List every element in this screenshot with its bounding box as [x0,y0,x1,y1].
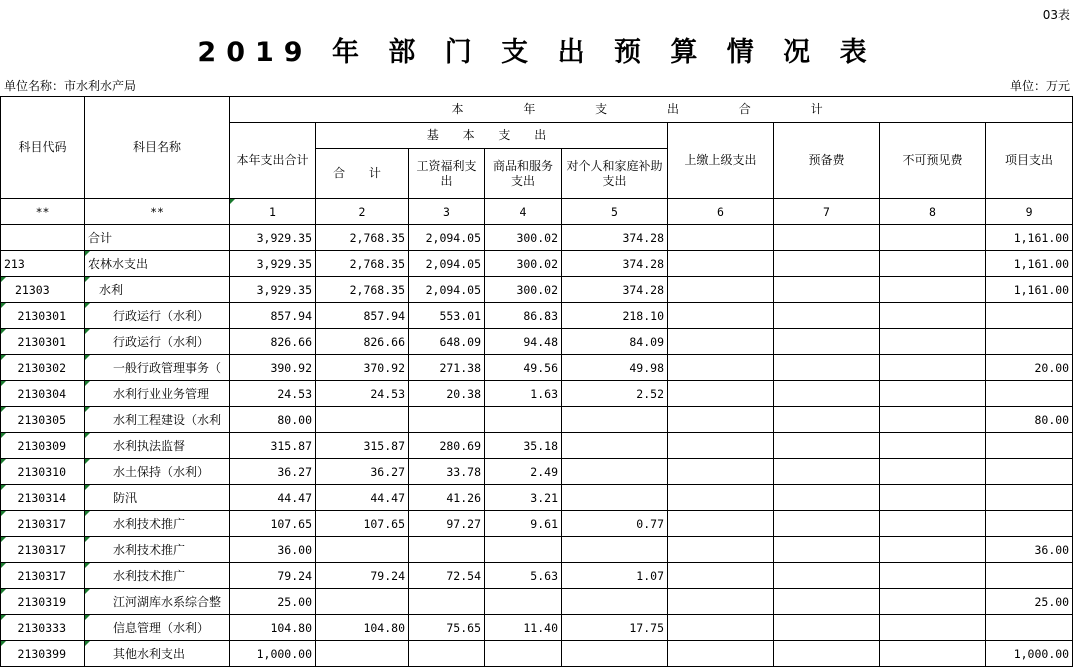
amount-cell [986,563,1073,589]
table-row [1,251,1073,277]
page-title: 2019 年 部 门 支 出 预 算 情 况 表 [197,37,877,68]
header-basic: 基 本 支 出 [316,123,668,149]
amount-cell: 300.02 [485,225,562,251]
index-cell: 7 [774,199,880,225]
index-cell: 1 [230,199,316,225]
amount-cell: 20.38 [409,381,485,407]
table-row [1,225,1073,251]
amount-cell: 5.63 [485,563,562,589]
index-cell: 2 [316,199,409,225]
amount-cell: 300.02 [485,277,562,303]
amount-cell [880,381,986,407]
header-individual: 对个人和家庭补助支出 [562,149,668,199]
amount-cell: 300.02 [485,251,562,277]
subject-code-cell: 2130317 [1,511,85,537]
amount-cell: 97.27 [409,511,485,537]
amount-cell: 1,161.00 [986,277,1073,303]
amount-cell: 857.94 [316,303,409,329]
amount-cell [986,459,1073,485]
header-name: 科目名称 [85,97,230,199]
table-row [1,355,1073,381]
subject-name-cell: 水土保持（水利） [85,459,230,485]
subject-name-cell: 江河湖库水系综合整 [85,589,230,615]
amount-cell [880,225,986,251]
subject-code-cell: 2130304 [1,381,85,407]
amount-cell: 25.00 [230,589,316,615]
amount-cell [409,641,485,667]
amount-cell [668,225,774,251]
amount-cell [409,407,485,433]
subject-code-cell: 2130309 [1,433,85,459]
amount-cell [668,381,774,407]
subject-name-cell: 水利执法监督 [85,433,230,459]
amount-cell [668,355,774,381]
index-cell: 8 [880,199,986,225]
amount-cell [880,277,986,303]
header-reserve: 预备费 [774,123,880,199]
amount-cell [774,277,880,303]
amount-cell: 107.65 [230,511,316,537]
amount-cell [485,537,562,563]
amount-cell: 80.00 [986,407,1073,433]
amount-cell [562,407,668,433]
amount-cell [668,407,774,433]
amount-cell: 0.77 [562,511,668,537]
table-row [1,381,1073,407]
subject-code-cell: 2130317 [1,537,85,563]
amount-cell: 315.87 [316,433,409,459]
amount-cell [485,641,562,667]
subject-code-cell: 2130333 [1,615,85,641]
amount-cell: 374.28 [562,225,668,251]
amount-cell [880,641,986,667]
table-row [1,485,1073,511]
amount-cell: 79.24 [230,563,316,589]
amount-cell: 36.27 [230,459,316,485]
amount-cell [880,563,986,589]
amount-cell: 2,768.35 [316,251,409,277]
amount-cell: 271.38 [409,355,485,381]
amount-cell: 84.09 [562,329,668,355]
amount-cell [668,329,774,355]
amount-cell: 3,929.35 [230,251,316,277]
amount-cell: 44.47 [230,485,316,511]
subject-name-cell: 防汛 [85,485,230,511]
amount-cell [485,407,562,433]
table-row [1,641,1073,667]
form-code: 03表 [1042,8,1070,22]
subject-code-cell: 2130314 [1,485,85,511]
amount-cell [774,511,880,537]
amount-cell: 390.92 [230,355,316,381]
amount-cell: 1,000.00 [230,641,316,667]
table-row [1,563,1073,589]
table-row [1,329,1073,355]
amount-cell [562,433,668,459]
amount-cell [774,355,880,381]
header-project: 项目支出 [986,123,1073,199]
amount-cell [668,589,774,615]
amount-cell [562,537,668,563]
amount-cell [774,251,880,277]
header-goods: 商品和服务支出 [485,149,562,199]
subject-code-cell: 2130305 [1,407,85,433]
header-basic-total: 合 计 [316,149,409,199]
amount-cell [409,537,485,563]
amount-cell [562,485,668,511]
subject-name-cell: 行政运行（水利） [85,303,230,329]
amount-cell [668,277,774,303]
amount-cell: 374.28 [562,277,668,303]
amount-cell [986,511,1073,537]
amount-cell [774,641,880,667]
amount-cell [880,251,986,277]
amount-cell [986,615,1073,641]
amount-cell [774,329,880,355]
subject-name-cell: 水利 [85,277,230,303]
budget-table [0,96,1073,667]
amount-cell [774,407,880,433]
amount-cell: 49.98 [562,355,668,381]
index-cell: 3 [409,199,485,225]
amount-cell [316,407,409,433]
amount-cell: 1,161.00 [986,225,1073,251]
amount-cell [668,615,774,641]
amount-cell [880,589,986,615]
amount-cell: 49.56 [485,355,562,381]
amount-cell: 36.27 [316,459,409,485]
index-cell: ** [1,199,85,225]
subject-name-cell: 水利技术推广 [85,511,230,537]
amount-cell: 104.80 [316,615,409,641]
amount-cell [316,641,409,667]
table-row [1,615,1073,641]
amount-cell [409,589,485,615]
amount-cell [986,303,1073,329]
amount-cell [880,485,986,511]
amount-cell: 41.26 [409,485,485,511]
amount-cell: 1,161.00 [986,251,1073,277]
subject-code-cell [1,225,85,251]
table-row [1,277,1073,303]
header-wages: 工资福利支出 [409,149,485,199]
amount-cell: 80.00 [230,407,316,433]
amount-cell: 374.28 [562,251,668,277]
subject-name-cell: 水利技术推广 [85,563,230,589]
table-row [1,303,1073,329]
amount-cell: 25.00 [986,589,1073,615]
amount-cell: 826.66 [316,329,409,355]
subject-name-cell: 合计 [85,225,230,251]
table-row [1,511,1073,537]
amount-cell: 36.00 [230,537,316,563]
header-total: 本年支出合计 [230,123,316,199]
amount-cell: 3.21 [485,485,562,511]
subject-code-cell: 2130319 [1,589,85,615]
amount-cell [668,641,774,667]
amount-cell: 94.48 [485,329,562,355]
amount-cell [668,251,774,277]
subject-name-cell: 一般行政管理事务（ [85,355,230,381]
amount-cell: 280.69 [409,433,485,459]
subject-name-cell: 行政运行（水利） [85,329,230,355]
subject-code-cell: 2130310 [1,459,85,485]
amount-cell: 107.65 [316,511,409,537]
amount-cell [774,485,880,511]
amount-cell [774,459,880,485]
table-row [1,407,1073,433]
subject-code-cell: 2130317 [1,563,85,589]
subject-code-cell: 2130301 [1,303,85,329]
amount-cell: 1,000.00 [986,641,1073,667]
header-unforeseen: 不可预见费 [880,123,986,199]
amount-cell [774,615,880,641]
amount-cell: 72.54 [409,563,485,589]
amount-cell: 2.49 [485,459,562,485]
index-row [1,199,1073,225]
amount-cell [774,537,880,563]
amount-cell: 17.75 [562,615,668,641]
amount-cell [774,589,880,615]
subject-name-cell: 水利工程建设（水利 [85,407,230,433]
amount-cell: 2,094.05 [409,277,485,303]
subject-code-cell: 2130302 [1,355,85,381]
amount-cell [774,433,880,459]
amount-cell [880,459,986,485]
amount-cell [774,303,880,329]
amount-cell [668,303,774,329]
index-cell: 9 [986,199,1073,225]
amount-cell: 33.78 [409,459,485,485]
amount-cell: 44.47 [316,485,409,511]
amount-cell: 648.09 [409,329,485,355]
amount-cell [562,641,668,667]
amount-cell: 104.80 [230,615,316,641]
subject-name-cell: 其他水利支出 [85,641,230,667]
index-cell: 4 [485,199,562,225]
amount-cell: 20.00 [986,355,1073,381]
amount-cell: 370.92 [316,355,409,381]
amount-cell: 315.87 [230,433,316,459]
subject-code-cell: 2130301 [1,329,85,355]
header-code: 科目代码 [1,97,85,199]
amount-cell [316,537,409,563]
amount-cell [668,511,774,537]
amount-cell: 826.66 [230,329,316,355]
subject-name-cell: 水利技术推广 [85,537,230,563]
subject-name-cell: 农林水支出 [85,251,230,277]
table-row [1,589,1073,615]
subject-code-cell: 21303 [1,277,85,303]
amount-cell [986,381,1073,407]
amount-cell: 11.40 [485,615,562,641]
index-cell: ** [85,199,230,225]
amount-cell: 24.53 [316,381,409,407]
amount-cell: 2,094.05 [409,251,485,277]
index-cell: 6 [668,199,774,225]
subject-code-cell: 213 [1,251,85,277]
amount-cell: 218.10 [562,303,668,329]
amount-cell [668,485,774,511]
subject-name-cell: 水利行业业务管理 [85,381,230,407]
amount-cell [880,355,986,381]
amount-cell [880,303,986,329]
amount-cell: 75.65 [409,615,485,641]
amount-cell: 2,768.35 [316,225,409,251]
amount-cell: 2.52 [562,381,668,407]
amount-cell: 1.63 [485,381,562,407]
amount-cell [774,381,880,407]
amount-cell: 86.83 [485,303,562,329]
amount-cell [880,407,986,433]
amount-cell: 9.61 [485,511,562,537]
amount-cell: 553.01 [409,303,485,329]
amount-cell [668,563,774,589]
table-row [1,537,1073,563]
amount-cell: 35.18 [485,433,562,459]
amount-cell [562,589,668,615]
amount-cell [774,563,880,589]
table-row [1,433,1073,459]
index-cell: 5 [562,199,668,225]
amount-cell: 79.24 [316,563,409,589]
amount-cell [986,485,1073,511]
amount-cell: 24.53 [230,381,316,407]
amount-cell: 2,094.05 [409,225,485,251]
amount-cell [986,329,1073,355]
amount-cell: 2,768.35 [316,277,409,303]
amount-cell [485,589,562,615]
amount-cell: 3,929.35 [230,225,316,251]
header-upper: 上缴上级支出 [668,123,774,199]
subject-name-cell: 信息管理（水利） [85,615,230,641]
unit-name-label: 单位名称：市水利水产局 [4,79,137,93]
amount-cell [668,537,774,563]
amount-cell [880,511,986,537]
amount-cell: 3,929.35 [230,277,316,303]
amount-cell [880,329,986,355]
amount-cell [668,433,774,459]
amount-cell [316,589,409,615]
currency-unit-label: 单位：万元 [1009,79,1070,93]
amount-cell: 36.00 [986,537,1073,563]
amount-cell [880,537,986,563]
table-row [1,459,1073,485]
header-current-year: 本 年 支 出 合 计 [230,97,1073,123]
amount-cell [668,459,774,485]
amount-cell [986,433,1073,459]
subject-code-cell: 2130399 [1,641,85,667]
amount-cell [562,459,668,485]
amount-cell: 857.94 [230,303,316,329]
amount-cell [880,615,986,641]
amount-cell [774,225,880,251]
amount-cell: 1.07 [562,563,668,589]
amount-cell [880,433,986,459]
